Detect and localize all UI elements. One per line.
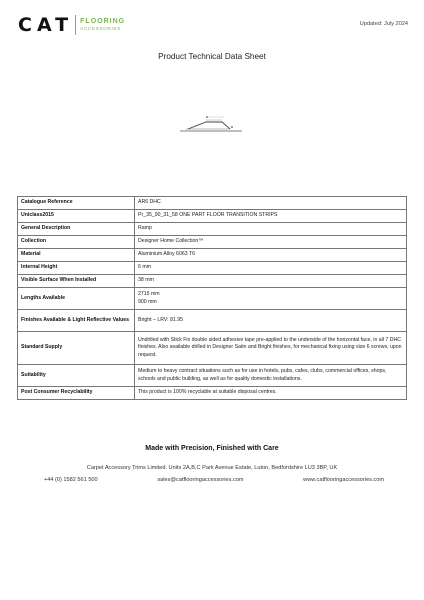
spec-label: Catalogue Reference: [18, 197, 135, 210]
spec-row: [18, 332, 407, 365]
spec-label: Post Consumer Recyclability: [18, 387, 135, 400]
footer-phone: +44 (0) 1582 561 500: [44, 477, 98, 483]
spec-label: General Description: [18, 223, 135, 236]
footer-website[interactable]: www.catflooringaccessories.com: [303, 477, 384, 483]
product-profile-drawing: [178, 113, 248, 137]
updated-date: Updated: July 2024: [359, 21, 408, 27]
spec-label: Finishes Available & Light Reflective Values: [18, 310, 135, 332]
footer-tagline: Made with Precision, Finished with Care: [145, 445, 279, 452]
company-logo: [18, 14, 125, 36]
logo-subtitle: [80, 18, 125, 32]
spec-label: Collection: [18, 236, 135, 249]
spec-row: [18, 236, 407, 249]
spec-value: Medium to heavy contract situations such as for use in hotels, pubs, cafes, clubs, commercial offices, shops, schools and public building, as well as for quality domestic installations.: [135, 365, 407, 387]
spec-value: AR6 DHC: [135, 197, 407, 210]
spec-row: [18, 223, 407, 236]
spec-row: [18, 275, 407, 288]
logo-wordmark: CAT: [18, 14, 74, 36]
spec-value: Ramp: [135, 223, 407, 236]
logo-subtitle-line-1: FLOORING: [80, 18, 126, 25]
spec-value: 6 mm: [135, 262, 407, 275]
spec-row: [18, 365, 407, 387]
spec-label: Visible Surface When Installed: [18, 275, 135, 288]
spec-row: [18, 197, 407, 210]
footer-address: Carpet Accessory Trims Limited. Units 2A,B,C Park Avenue Estate, Luton, Bedfordshire LU3 3BP, UK: [86, 465, 338, 471]
spec-row: [18, 310, 407, 332]
footer-contact-row: [44, 477, 384, 483]
spec-table: [17, 196, 407, 400]
spec-row: [18, 288, 407, 310]
spec-row: [18, 262, 407, 275]
logo-subtitle-line-2: ACCESSORIES: [80, 26, 122, 31]
spec-row: [18, 387, 407, 400]
spec-value: This product is 100% recyclable at suitable disposal centres.: [135, 387, 407, 400]
spec-label: Internal Height: [18, 262, 135, 275]
spec-value: Aluminium Alloy 6063 T6: [135, 249, 407, 262]
spec-value: Undrilled with Stick Fix double sided adhesive tape pre-applied to the underside of the horizontal face, in all 7 DHC finishes. Also available drilled in Designer Satin and Bright finishes, for mechanical fixing using size 6 screws, upon request.: [135, 332, 407, 365]
logo-divider: [75, 15, 76, 35]
spec-label: Standard Supply: [18, 332, 135, 365]
spec-row: [18, 249, 407, 262]
spec-label: Material: [18, 249, 135, 262]
footer-email[interactable]: sales@catflooringaccessories.com: [157, 477, 244, 483]
spec-value: 38 mm: [135, 275, 407, 288]
spec-label: Lengths Available: [18, 288, 135, 310]
spec-value: 2715 mm 900 mm: [135, 288, 407, 310]
spec-value: Pr_35_90_31_58 ONE PART FLOOR TRANSITION STRIPS: [135, 210, 407, 223]
spec-label: Suitability: [18, 365, 135, 387]
spec-label: Uniclass2015: [18, 210, 135, 223]
spec-value: Designer Home Collection™: [135, 236, 407, 249]
spec-row: [18, 210, 407, 223]
spec-value: Bright – LRV: 81.95: [135, 310, 407, 332]
page-title: Product Technical Data Sheet: [158, 52, 266, 61]
